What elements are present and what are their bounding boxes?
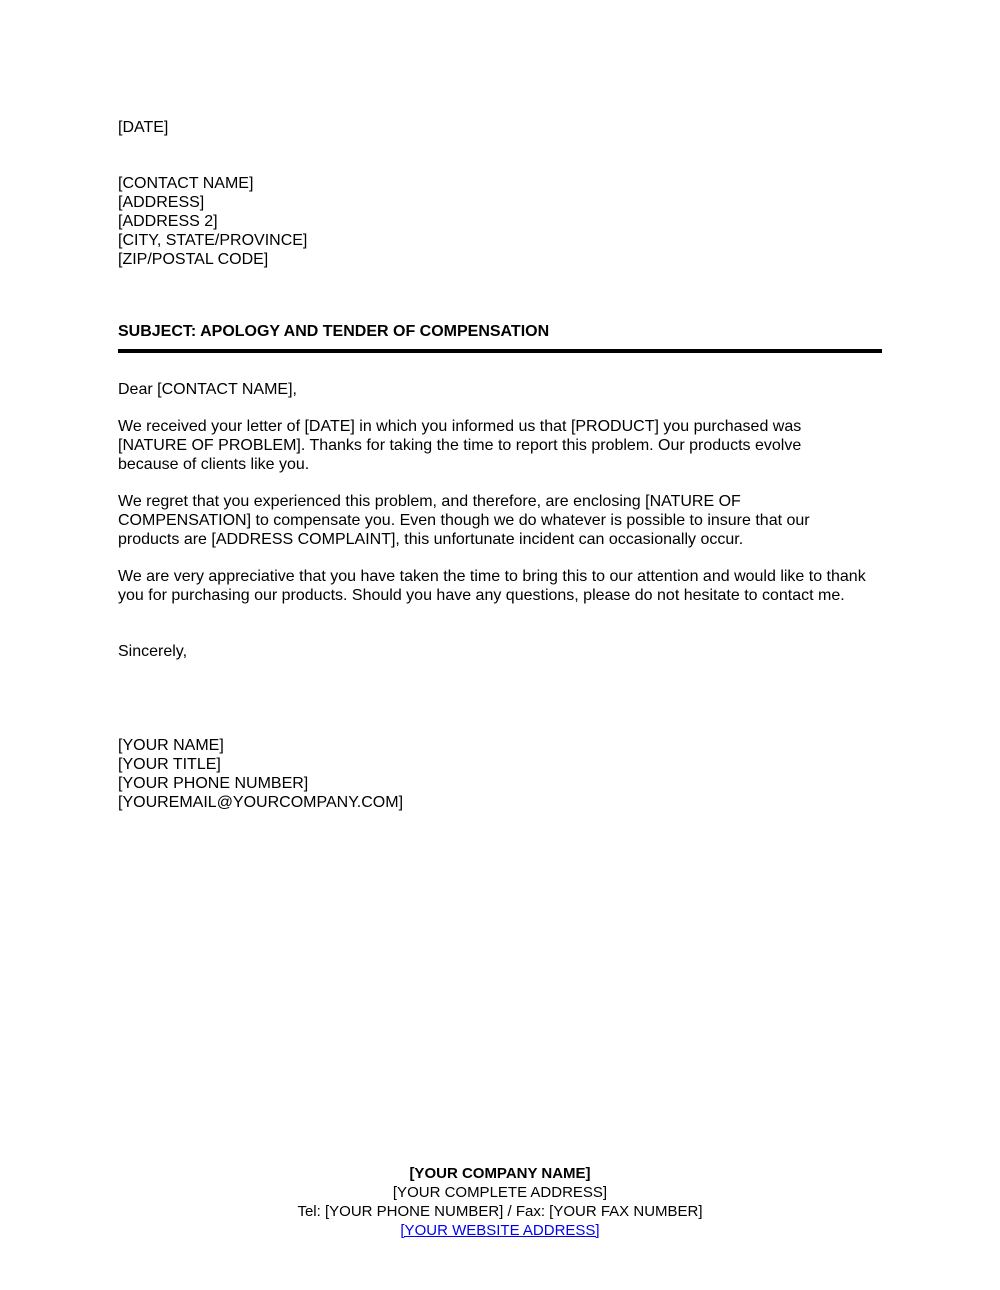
date-line: [118, 118, 168, 137]
signature-phone: [YOUR PHONE NUMBER]: [118, 775, 309, 792]
subject-line: SUBJECT: APOLOGY AND TENDER OF COMPENSATION: [118, 323, 550, 340]
paragraph-line: We regret that you experienced this problem, and therefore, are enclosing [NATURE OF: [118, 493, 741, 510]
paragraph-line: products are [ADDRESS COMPLAINT], this unfortunate incident can occasionally occur.: [118, 531, 744, 548]
date-text: [DATE]: [118, 119, 169, 136]
paragraph-2: [118, 492, 810, 549]
footer-address: [YOUR COMPLETE ADDRESS]: [392, 1184, 608, 1201]
footer-contact: Tel: [YOUR PHONE NUMBER] / Fax: [YOUR FAX NUMBER]: [297, 1203, 703, 1220]
recipient-address-1: [ADDRESS]: [118, 194, 205, 211]
signature-title: [YOUR TITLE]: [118, 756, 221, 773]
recipient-address: [118, 174, 307, 269]
paragraph-3: [118, 567, 866, 605]
footer-website-link[interactable]: [YOUR WEBSITE ADDRESS]: [400, 1222, 600, 1239]
recipient-name: [CONTACT NAME]: [118, 175, 254, 192]
subject-divider: [118, 349, 882, 353]
salutation: [118, 380, 297, 399]
paragraph-line: We received your letter of [DATE] in which you informed us that [PRODUCT] you purchased was: [118, 418, 802, 435]
closing: [118, 642, 187, 661]
paragraph-line: [NATURE OF PROBLEM]. Thanks for taking the time to report this problem. Our products evolve: [118, 437, 802, 454]
recipient-zip: [ZIP/POSTAL CODE]: [118, 251, 269, 268]
salutation-text: Dear [CONTACT NAME],: [118, 381, 297, 398]
signature-email: [YOUREMAIL@YOURCOMPANY.COM]: [118, 794, 404, 811]
footer-company-name: [YOUR COMPANY NAME]: [409, 1165, 591, 1182]
letterhead-footer: [0, 1164, 1000, 1240]
paragraph-line: COMPENSATION] to compensate you. Even though we do whatever is possible to insure that our: [118, 512, 810, 529]
signature-name: [YOUR NAME]: [118, 737, 224, 754]
paragraph-line: We are very appreciative that you have taken the time to bring this to our attention and would like to thank: [118, 568, 866, 585]
recipient-city-state: [CITY, STATE/PROVINCE]: [118, 232, 308, 249]
closing-text: Sincerely,: [118, 643, 188, 660]
paragraph-line: you for purchasing our products. Should you have any questions, please do not hesitate to contact me.: [118, 587, 845, 604]
paragraph-1: [118, 417, 801, 474]
recipient-address-2: [ADDRESS 2]: [118, 213, 218, 230]
paragraph-line: because of clients like you.: [118, 456, 310, 473]
signature-block: [118, 736, 403, 812]
